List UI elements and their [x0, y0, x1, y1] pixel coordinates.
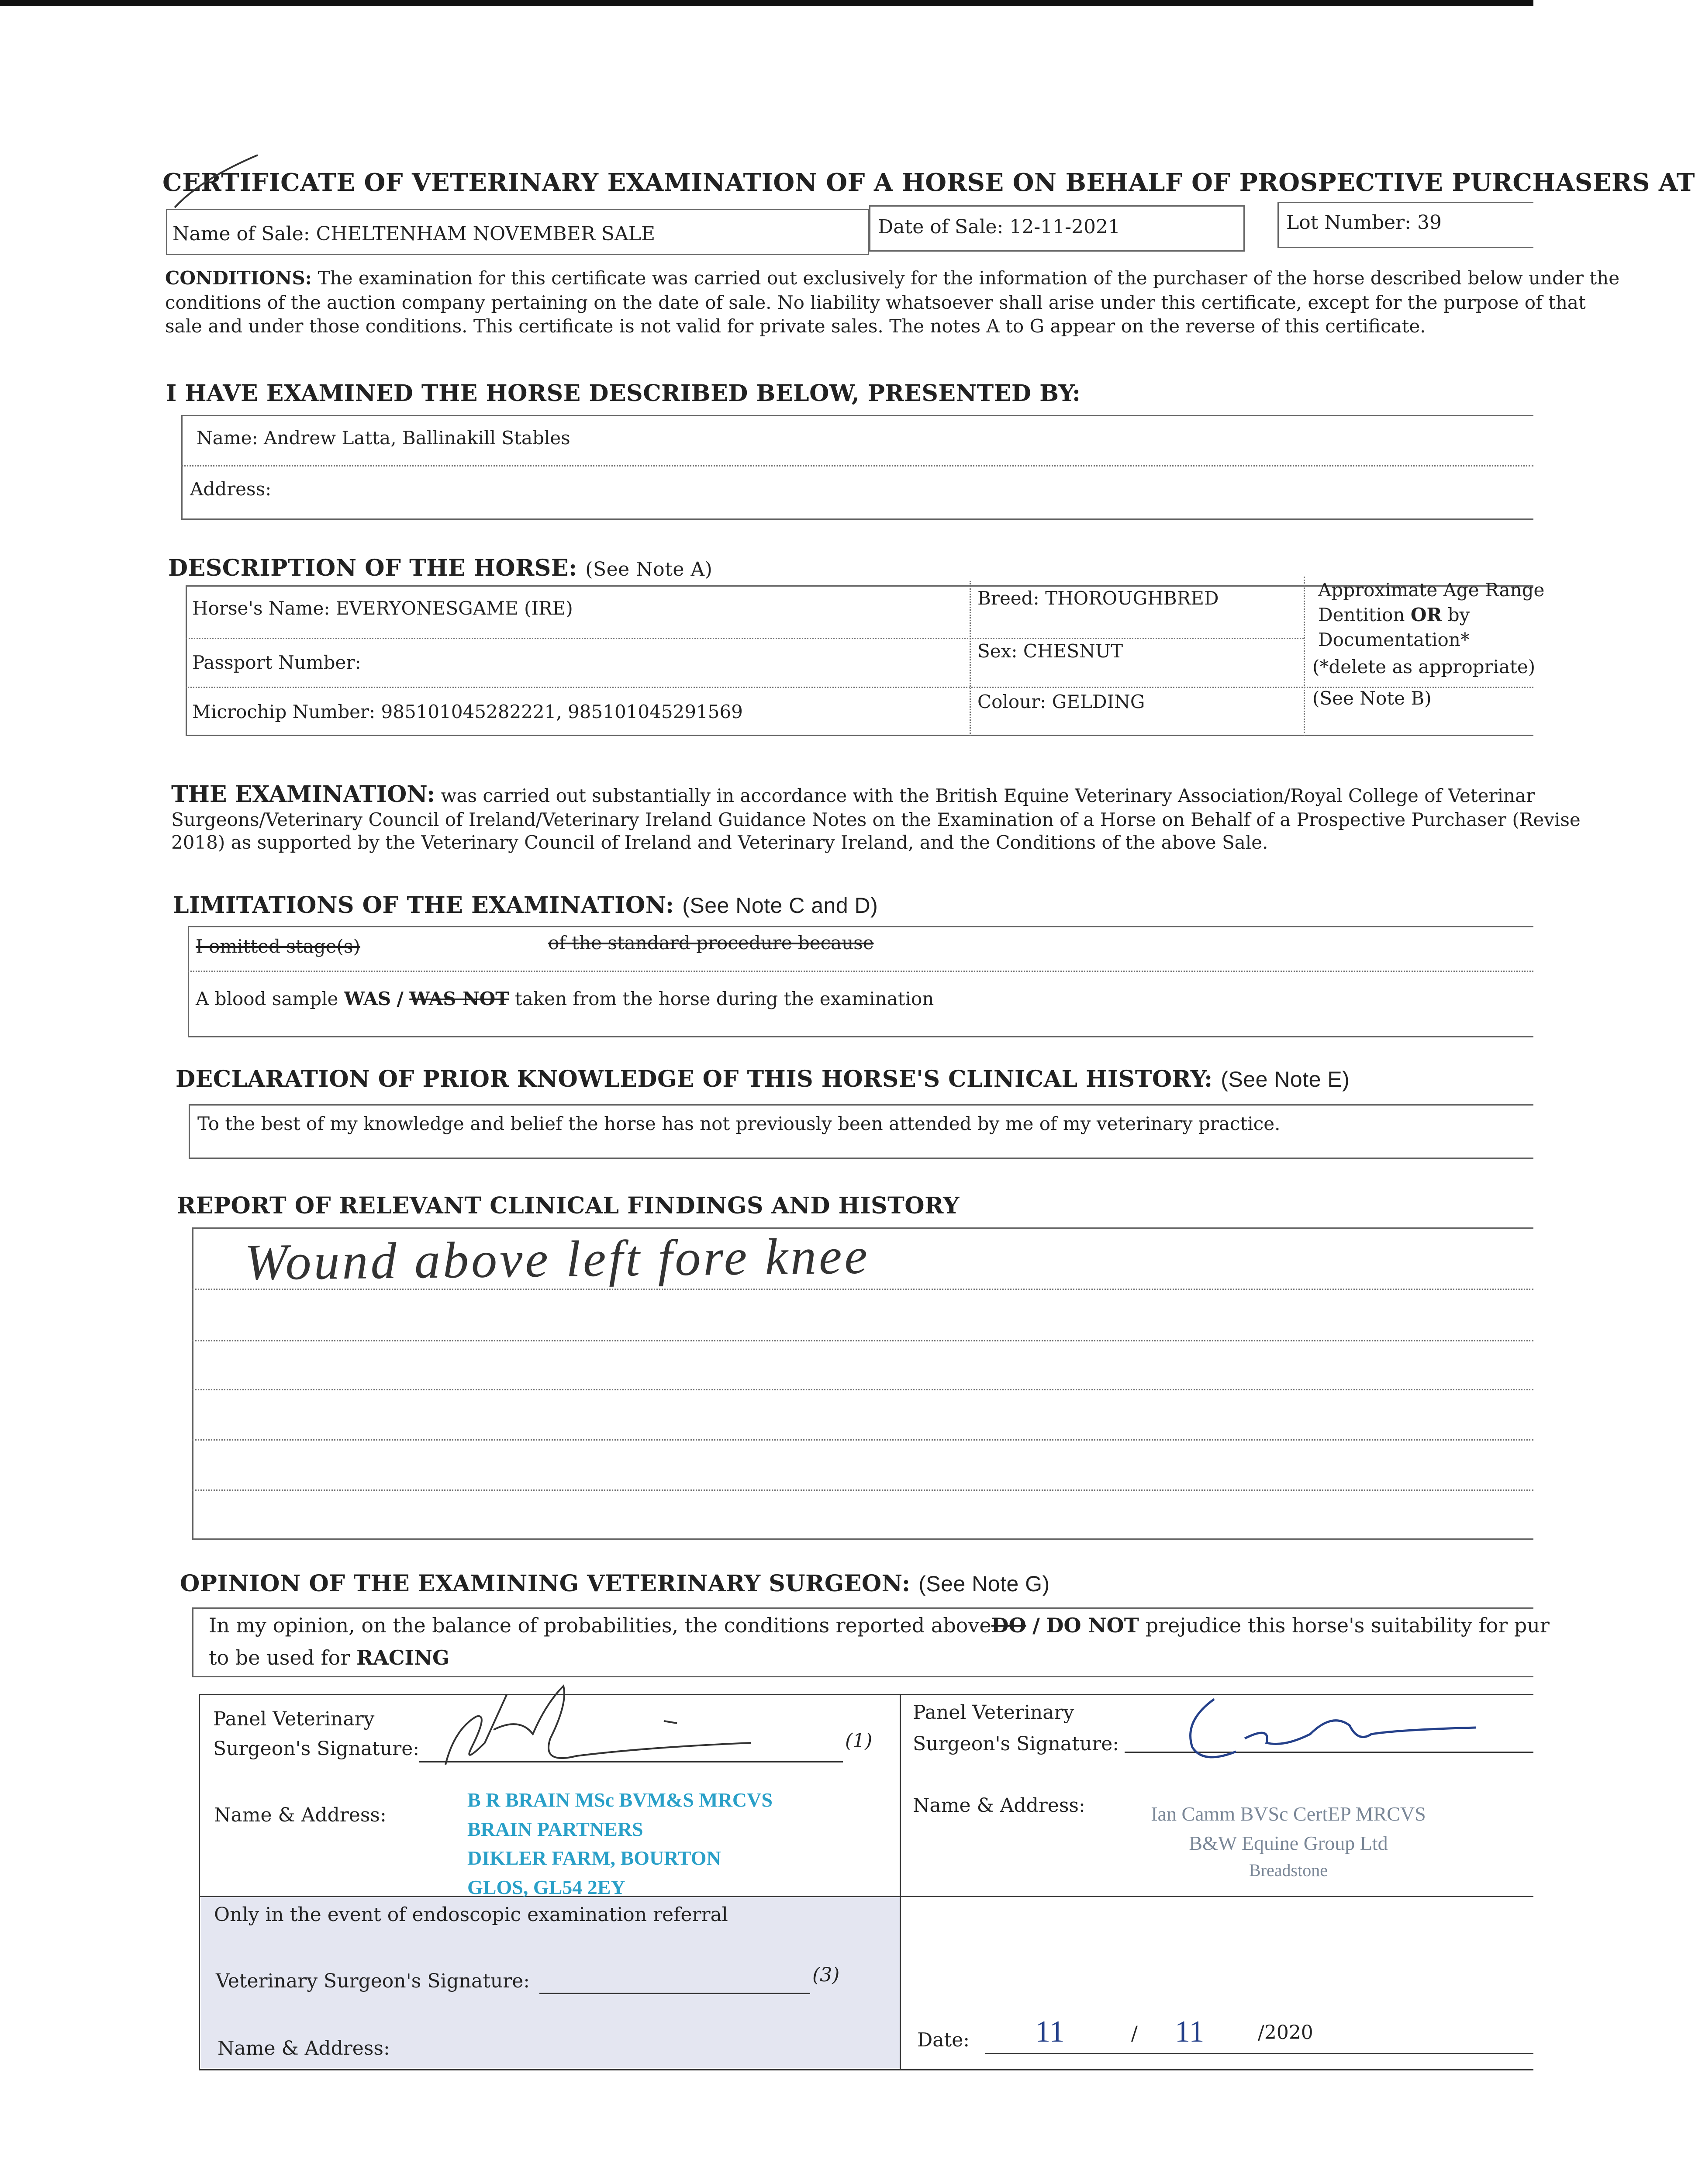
description-col-divider-1 [970, 581, 971, 736]
vet-stamp-right: Ian Camm BVSc CertEP MRCVS B&W Equine Group Ltd Breadstone [1151, 1803, 1426, 1880]
microchip-number: Microchip Number: 985101045282221, 985101045291569 [192, 701, 743, 722]
vet-signature-label: Veterinary Surgeon's Signature: [216, 1970, 530, 1992]
name-address-label-right: Name & Address: [913, 1794, 1085, 1817]
limitations-heading: LIMITATIONS OF THE EXAMINATION: (See Note C and D) [173, 892, 878, 919]
age-range-see-note: (See Note B) [1312, 688, 1432, 709]
blood-sample-line: A blood sample WAS / WAS NOT taken from the horse during the examination [196, 988, 934, 1009]
horse-name: Horse's Name: EVERYONESGAME (IRE) [192, 598, 573, 619]
description-col-divider-2 [1304, 577, 1305, 736]
scan-top-border [0, 0, 1533, 6]
report-line-4 [192, 1439, 1533, 1441]
age-range-line-3: Documentation* [1318, 629, 1470, 650]
report-line-3 [192, 1389, 1533, 1390]
date-month: 11 [1175, 2015, 1205, 2049]
signature-right [1127, 1686, 1485, 1769]
signature-marker-3: (3) [812, 1964, 840, 1986]
signature-col-divider [900, 1694, 901, 2070]
panel-signature-label-right: Panel Veterinary Surgeon's Signature: [913, 1701, 1119, 1755]
presenter-heading: I HAVE EXAMINED THE HORSE DESCRIBED BELOW, PRESENTED BY: [166, 380, 1081, 407]
omitted-stages-struck: I omitted stage(s) [196, 936, 360, 957]
date-label: Date: [917, 2029, 970, 2051]
passport-number-label: Passport Number: [192, 652, 361, 673]
vet-signature-line [539, 1993, 810, 1994]
date-line [985, 2053, 1533, 2054]
breed: Breed: THOROUGHBRED [977, 587, 1219, 609]
declaration-text: To the best of my knowledge and belief the horse has not previously been attended by me of my veterinary practice. [197, 1113, 1281, 1134]
declaration-heading: DECLARATION OF PRIOR KNOWLEDGE OF THIS HORSE'S CLINICAL HISTORY: (See Note E) [176, 1066, 1350, 1092]
date-year: /2020 [1258, 2022, 1313, 2044]
certificate-title: CERTIFICATE OF VETERINARY EXAMINATION OF A HORSE ON BEHALF OF PROSPECTIVE PURCHASERS AT [162, 168, 1695, 197]
name-address-label-left: Name & Address: [214, 1804, 387, 1826]
opinion-heading: OPINION OF THE EXAMINING VETERINARY SURGEON: (See Note G) [180, 1570, 1050, 1597]
signature-row-divider [199, 1896, 1533, 1897]
report-line-5 [192, 1489, 1533, 1491]
report-line-2 [192, 1340, 1533, 1341]
handwritten-tick-mark [162, 149, 275, 214]
sale-name: Name of Sale: CHELTENHAM NOVEMBER SALE [173, 223, 656, 245]
opinion-line-1: In my opinion, on the balance of probabilities, the conditions reported aboveDO / DO NOT prejudice this horse's suitability for pur [209, 1614, 1550, 1637]
description-row-divider-1 [186, 638, 1304, 639]
colour: Colour: GELDING [977, 691, 1145, 712]
lot-number: Lot Number: 39 [1286, 211, 1442, 234]
date-day: 11 [1035, 2015, 1065, 2049]
limitations-divider [188, 971, 1533, 972]
age-range-line-2: Dentition OR by [1318, 604, 1470, 625]
signature-left [419, 1677, 769, 1791]
sale-date: Date of Sale: 12-11-2021 [878, 216, 1120, 238]
conditions-line-1: CONDITIONS: The examination for this certificate was carried out exclusively for the information of the purchaser of the horse described below under the [165, 267, 1620, 289]
signature-marker-1: (1) [845, 1730, 873, 1752]
handwritten-findings: Wound above left fore knee [244, 1227, 870, 1291]
examination-line-1: THE EXAMINATION: was carried out substantially in accordance with the British Equine Veterinary Association/Royal College of Veterinar [171, 781, 1535, 808]
conditions-line-3: sale and under those conditions. This certificate is not valid for private sales. The notes A to G appear on the reverse of this certificate. [165, 315, 1426, 337]
panel-signature-label-left: Panel Veterinary Surgeon's Signature: [213, 1708, 420, 1760]
presenter-address-label: Address: [190, 478, 272, 500]
age-range-line-1: Approximate Age Range [1318, 579, 1545, 601]
date-slash-1: / [1131, 2022, 1138, 2045]
presenter-name: Name: Andrew Latta, Ballinakill Stables [197, 427, 570, 449]
examination-line-2: Surgeons/Veterinary Council of Ireland/Veterinary Ireland Guidance Notes on the Examination of a Horse on Behalf of a Prospective Purchaser (Revise [171, 809, 1581, 830]
examination-line-3: 2018) as supported by the Veterinary Council of Ireland and Veterinary Ireland, and the Conditions of the above Sale. [171, 832, 1268, 853]
endoscopic-name-address-label: Name & Address: [217, 2037, 390, 2060]
presenter-divider [181, 465, 1533, 467]
age-range-cell [1318, 577, 1544, 652]
description-heading: DESCRIPTION OF THE HORSE: (See Note A) [168, 555, 713, 581]
report-heading: REPORT OF RELEVANT CLINICAL FINDINGS AND HISTORY [177, 1192, 960, 1219]
conditions-line-2: conditions of the auction company pertaining on the date of sale. No liability whatsoever shall arise under this certificate, except for the purpose of that [165, 292, 1586, 313]
endoscopic-label: Only in the event of endoscopic examination referral [214, 1904, 728, 1926]
vet-stamp-left: B R BRAIN MSc BVM&S MRCVS BRAIN PARTNERS DIKLER FARM, BOURTON GLOS, GL54 2EY [467, 1789, 773, 1899]
standard-procedure-struck: of the standard procedure because [548, 932, 874, 954]
age-range-delete-note: (*delete as appropriate) [1312, 656, 1536, 677]
sex: Sex: CHESNUT [977, 640, 1123, 662]
opinion-line-2: to be used for RACING [209, 1646, 450, 1669]
